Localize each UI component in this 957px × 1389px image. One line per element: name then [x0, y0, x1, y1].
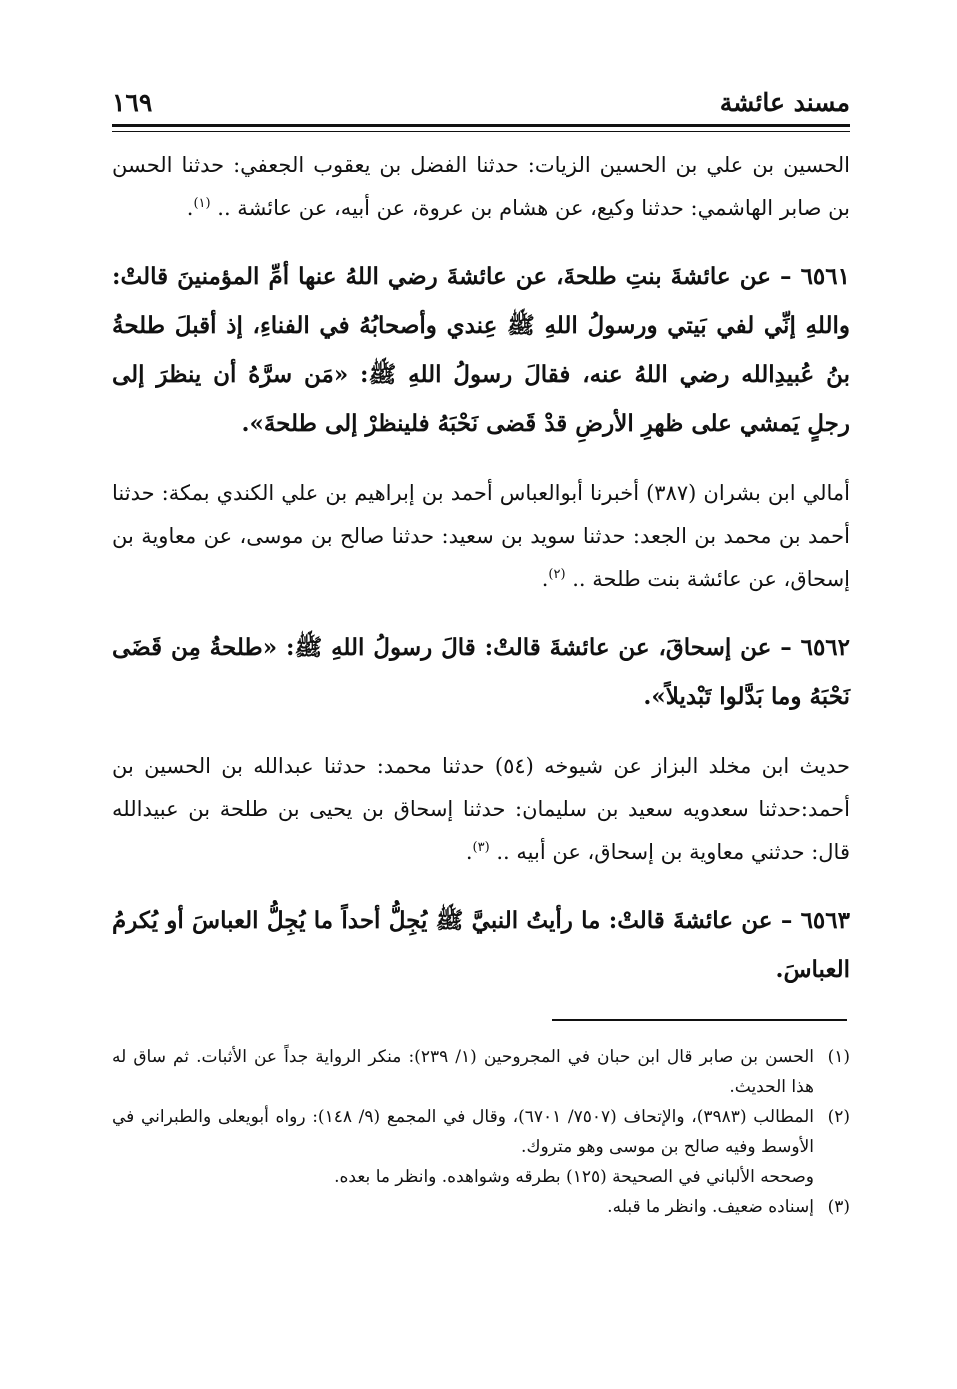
hadith-number: ٦٥٦٢ –	[780, 634, 851, 661]
hadith-paragraph: ٦٥٦٣ – عن عائشةَ قالتْ: ما رأيتُ النبيَّ ﷺ يُجِلُّ أحداً ما يُجِلُّ العباسَ أو يُكرمُ العباسَ.	[112, 907, 850, 983]
header-rule-thick	[112, 124, 850, 127]
footnote-ref: (٢)	[548, 567, 566, 582]
source-paragraph: أمالي ابن بشران (٣٨٧) أخبرنا أبوالعباس أحمد بن إبراهيم بن علي الكندي بمكة: حدثنا أحمد بن محمد بن الجعد: حدثنا سويد بن سعيد: حدثنا صالح بن موسى، عن معاوية بن إسحاق، عن عائشة بنت طلحة .. $^{(٢)}$.	[112, 481, 850, 591]
hadith-number: ٦٥٦١ –	[780, 263, 850, 290]
footnote-separator	[552, 1019, 847, 1021]
footnote-ref: (٣)	[472, 840, 490, 855]
footnote-mark: (١)	[827, 1047, 850, 1067]
footnote: (٣) إسناده ضعيف. وانظر ما قبله.	[112, 1192, 850, 1222]
footnote: (١) الحسن بن صابر قال ابن حبان في المجروحين (١/ ٢٣٩): منكر الرواية جداً عن الأثبات. ثم ساق له هذا الحديث.	[112, 1042, 850, 1102]
footnote: (٢) المطالب (٣٩٨٣)، والإتحاف (٧٥٠٧/ ٦٧٠١)، وقال في المجمع (٩/ ١٤٨): رواه أبويعلى والطبراني في الأوسط وفيه صالح بن موسى وهو متروك. وصححه الألباني في الصحيحة (١٢٥) بطرقه وشواهده. وانظر ما بعده.	[112, 1102, 850, 1192]
source-paragraph: الحسين بن علي بن الحسين الزيات: حدثنا الفضل بن يعقوب الجعفي: حدثنا الحسن بن صابر الهاشمي: حدثنا وكيع، عن هشام بن عروة، عن أبيه، عن عائشة .. $^{(١)}$.	[112, 153, 850, 220]
header-rule-thin	[112, 131, 850, 132]
page-header	[112, 84, 850, 124]
footnote-ref: (١)	[193, 196, 211, 211]
source-paragraph: حديث ابن مخلد البزاز عن شيوخه (٥٤) حدثنا محمد: حدثنا عبدالله بن الحسين بن أحمد:حدثنا سعدويه سعيد بن سليمان: حدثنا إسحاق بن يحيى بن طلحة بن عبيدالله قال: حدثني معاوية بن إسحاق، عن أبيه .. $^{(٣)}$.	[112, 754, 850, 864]
hadith-number: ٦٥٦٣ –	[780, 907, 850, 934]
hadith-paragraph: ٦٥٦١ – عن عائشةَ بنتِ طلحةَ، عن عائشةَ رضي اللهُ عنها أمِّ المؤمنينَ قالتْ: واللهِ إنِّي لفي بَيتي ورسولُ اللهِ ﷺ عِندي وأصحابُهُ في الفناءِ، إذ أقبلَ طلحةُ بنُ عُبيدِالله رضي اللهُ عنه، فقالَ رسولُ اللهِ ﷺ: «مَن سرَّهُ أن ينظرَ إلى رجلٍ يَمشي على ظهرِ الأرضِ قدْ قَضى نَحْبَهُ فلينظرْ إلى طلحةَ».	[112, 263, 850, 437]
footnote-mark: (٢)	[827, 1107, 850, 1127]
page-number: ١٦٩	[112, 88, 153, 117]
footnotes	[112, 1042, 850, 1222]
running-title: مسند عائشة	[719, 88, 850, 117]
main-text	[112, 144, 850, 1018]
hadith-paragraph: ٦٥٦٢ – عن إسحاقَ، عن عائشةَ قالتْ: قالَ رسولُ اللهِ ﷺ: «طلحةُ مِن قَضَى نَحْبَهُ وما بَدَّلوا تَبْديلاً».	[112, 634, 851, 710]
footnote-mark: (٣)	[827, 1197, 850, 1217]
